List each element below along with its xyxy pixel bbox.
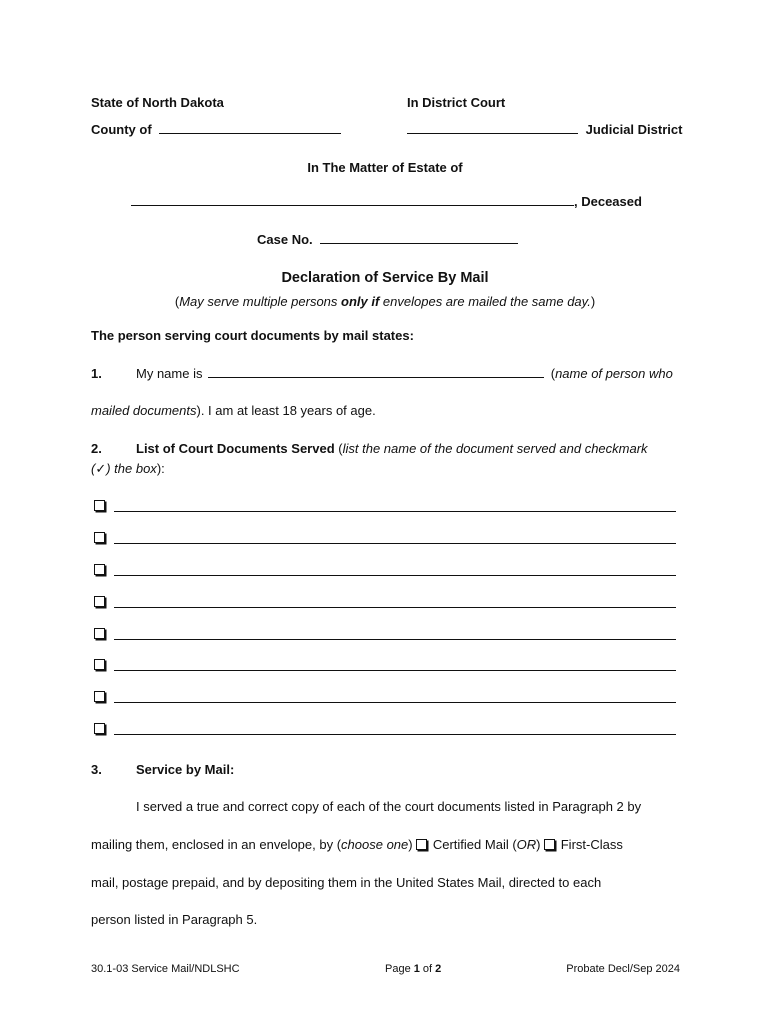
server-name-field[interactable]	[208, 376, 544, 378]
item3-line2-b: )	[408, 837, 417, 852]
document-row[interactable]	[94, 498, 676, 514]
document-row[interactable]	[94, 721, 676, 737]
option1-close: )	[536, 837, 545, 852]
item1-hint: name of person who	[555, 366, 673, 381]
certified-mail-label: Certified Mail (	[432, 837, 517, 852]
checkbox[interactable]	[94, 564, 105, 575]
item1-label: My name is	[136, 366, 203, 381]
item3-line2-a: mailing them, enclosed in an envelope, by (	[91, 837, 342, 852]
item1-number: 1.	[91, 366, 102, 381]
subtitle-emphasis: only if	[341, 294, 380, 309]
document-subtitle	[0, 294, 770, 309]
page-total: 2	[435, 963, 442, 975]
decedent-name-field[interactable]	[131, 204, 574, 206]
item1-line	[136, 366, 673, 381]
deceased-row	[131, 194, 642, 209]
item3-line4: person listed in Paragraph 5.	[91, 912, 258, 927]
checkbox[interactable]	[94, 628, 105, 639]
deceased-label: , Deceased	[574, 194, 642, 209]
item2-paren-open: (	[338, 441, 343, 456]
court-label: In District Court	[407, 95, 506, 110]
first-class-label: First-Class	[560, 837, 623, 852]
document-row[interactable]	[94, 626, 676, 642]
judicial-district-row	[407, 122, 682, 137]
item1-paren-open: (	[550, 366, 556, 381]
judicial-district-label: Judicial District	[585, 122, 683, 137]
document-row[interactable]	[94, 594, 676, 610]
county-label: County of	[91, 122, 152, 137]
document-title: Declaration of Service By Mail	[281, 270, 489, 286]
subtitle-paren-open: (	[174, 294, 180, 309]
item1-continuation	[91, 403, 376, 418]
page-prefix: Page	[385, 963, 414, 975]
checkbox[interactable]	[94, 500, 105, 511]
case-number-field[interactable]	[320, 242, 518, 244]
certified-mail-checkbox[interactable]	[416, 839, 427, 850]
case-number-label: Case No.	[257, 232, 313, 247]
document-name-field[interactable]	[114, 734, 676, 735]
page-current: 1	[413, 963, 420, 975]
checkbox[interactable]	[94, 723, 105, 734]
page-of: of	[419, 963, 436, 975]
document-name-field[interactable]	[114, 607, 676, 608]
document-row[interactable]	[94, 657, 676, 673]
state-label: State of North Dakota	[91, 95, 224, 110]
checkbox[interactable]	[94, 596, 105, 607]
checkbox[interactable]	[94, 532, 105, 543]
item2-line	[136, 441, 648, 456]
checkbox[interactable]	[94, 691, 105, 702]
county-row	[91, 122, 341, 137]
document-name-field[interactable]	[114, 575, 676, 576]
case-number-row	[257, 232, 518, 247]
item3-label: Service by Mail:	[136, 762, 235, 777]
document-name-field[interactable]	[114, 639, 676, 640]
item3-number: 3.	[91, 762, 102, 777]
document-row[interactable]	[94, 562, 676, 578]
matter-heading: In The Matter of Estate of	[307, 160, 463, 175]
county-field[interactable]	[159, 132, 341, 134]
document-name-field[interactable]	[114, 702, 676, 703]
document-row[interactable]	[94, 689, 676, 705]
item2-number: 2.	[91, 441, 102, 456]
first-class-mail-checkbox[interactable]	[544, 839, 555, 850]
checkbox[interactable]	[94, 659, 105, 670]
item3-line3: mail, postage prepaid, and by depositing them in the United States Mail, directed to each	[91, 875, 602, 890]
document-row[interactable]	[94, 530, 676, 546]
footer-revision: Probate Decl/Sep 2024	[566, 963, 680, 975]
item2-hint-cont: (✓) the box	[91, 461, 157, 476]
item2-close: ):	[156, 461, 165, 476]
item1-hint-cont: mailed documents	[91, 403, 197, 418]
item2-continuation	[91, 461, 165, 477]
intro-statement: The person serving court documents by mail states:	[91, 328, 414, 343]
footer-form-id: 30.1-03 Service Mail/NDLSHC	[91, 963, 240, 975]
item3-line1: I served a true and correct copy of each of the court documents listed in Paragraph 2 by	[136, 799, 642, 814]
subtitle-part2: envelopes are mailed the same day.	[379, 294, 591, 309]
or-label: OR	[516, 837, 537, 852]
document-name-field[interactable]	[114, 670, 676, 671]
subtitle-part1: May serve multiple persons	[179, 294, 342, 309]
subtitle-paren-close: )	[590, 294, 596, 309]
document-name-field[interactable]	[114, 543, 676, 544]
item2-label: List of Court Documents Served	[136, 441, 335, 456]
item1-rest: ). I am at least 18 years of age.	[196, 403, 376, 418]
item3-line2	[91, 837, 623, 852]
item3-choose: choose one	[341, 837, 409, 852]
footer-page-number	[385, 963, 441, 975]
item2-hint: list the name of the document served and checkmark	[342, 441, 648, 456]
document-name-field[interactable]	[114, 511, 676, 512]
judicial-district-field[interactable]	[407, 132, 578, 134]
